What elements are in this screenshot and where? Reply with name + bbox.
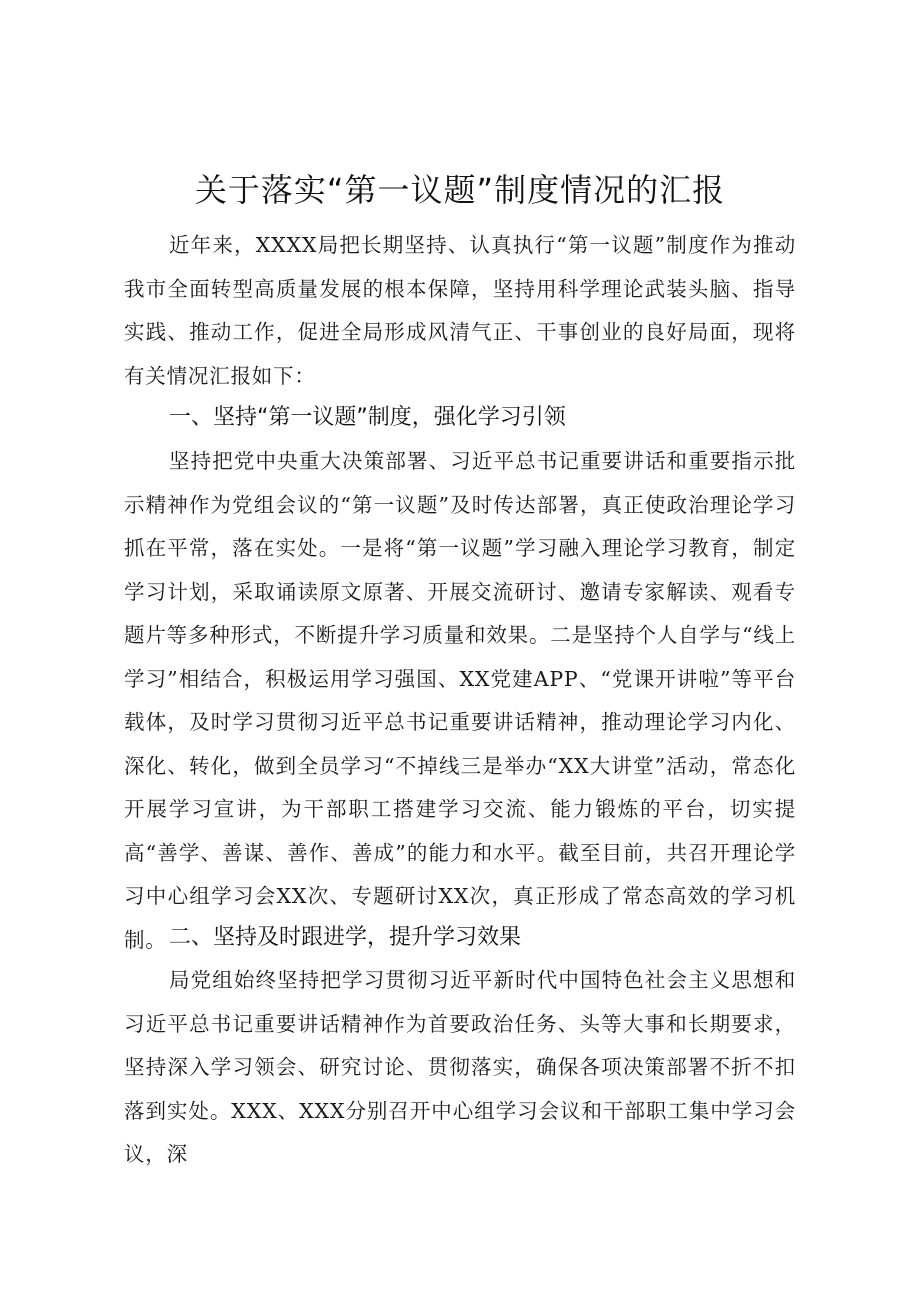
document-title: 关于落实“第一议题”制度情况的汇报 xyxy=(194,171,726,209)
section-heading-1: 一、坚持“第一议题”制度，强化学习引领 xyxy=(169,405,566,430)
section-paragraph-1: 坚持把党中央重大决策部署、习近平总书记重要讲话和重要指示批示精神作为党组会议的“第一议题”及时传达部署，真正使政治理论学习抓在平常，落在实处。一是将“第一议题”学习融入理论学习教育，制定学习计划，采取诵读原文原著、开展交流研讨、邀请专家解读、观看专题片等多种形式，不断提升学习质量和效果。二是坚持个人自学与“线上学习”相结合，积极运用学习强国、XX党建APP、“党课开讲啦”等平台载体，及时学习贯彻习近平总书记重要讲话精神，推动理论学习内化、深化、转化，做到全员学习“不掉线三是举办“XX大讲堂”活动，常态化开展学习宣讲，为干部职工搭建学习交流、能力锻炼的平台，切实提高“善学、善谋、善作、善成”的能力和水平。截至目前，共召开理论学习中心组学习会XX次、专题研讨XX次，真正形成了常态高效的学习机制。 xyxy=(124,449,796,952)
section-paragraph-2: 局党组始终坚持把学习贯彻习近平新时代中国特色社会主义思想和习近平总书记重要讲话精神作为首要政治任务、头等大事和长期要求，坚持深入学习领会、研究讨论、贯彻落实，确保各项决策部署不折不扣落到实处。XXX、XXX分别召开中心组学习会议和干部职工集中学习会议，深 xyxy=(124,968,796,1166)
intro-paragraph: 近年来，XXXX局把长期坚持、认真执行“第一议题”制度作为推动我市全面转型高质量发展的根本保障，坚持用科学理论武装头脑、指导实践、推动工作，促进全局形成风清气正、干事创业的良好局面，现将有关情况汇报如下： xyxy=(124,233,796,388)
section-heading-2: 二、坚持及时跟进学，提升学习效果 xyxy=(169,925,522,950)
